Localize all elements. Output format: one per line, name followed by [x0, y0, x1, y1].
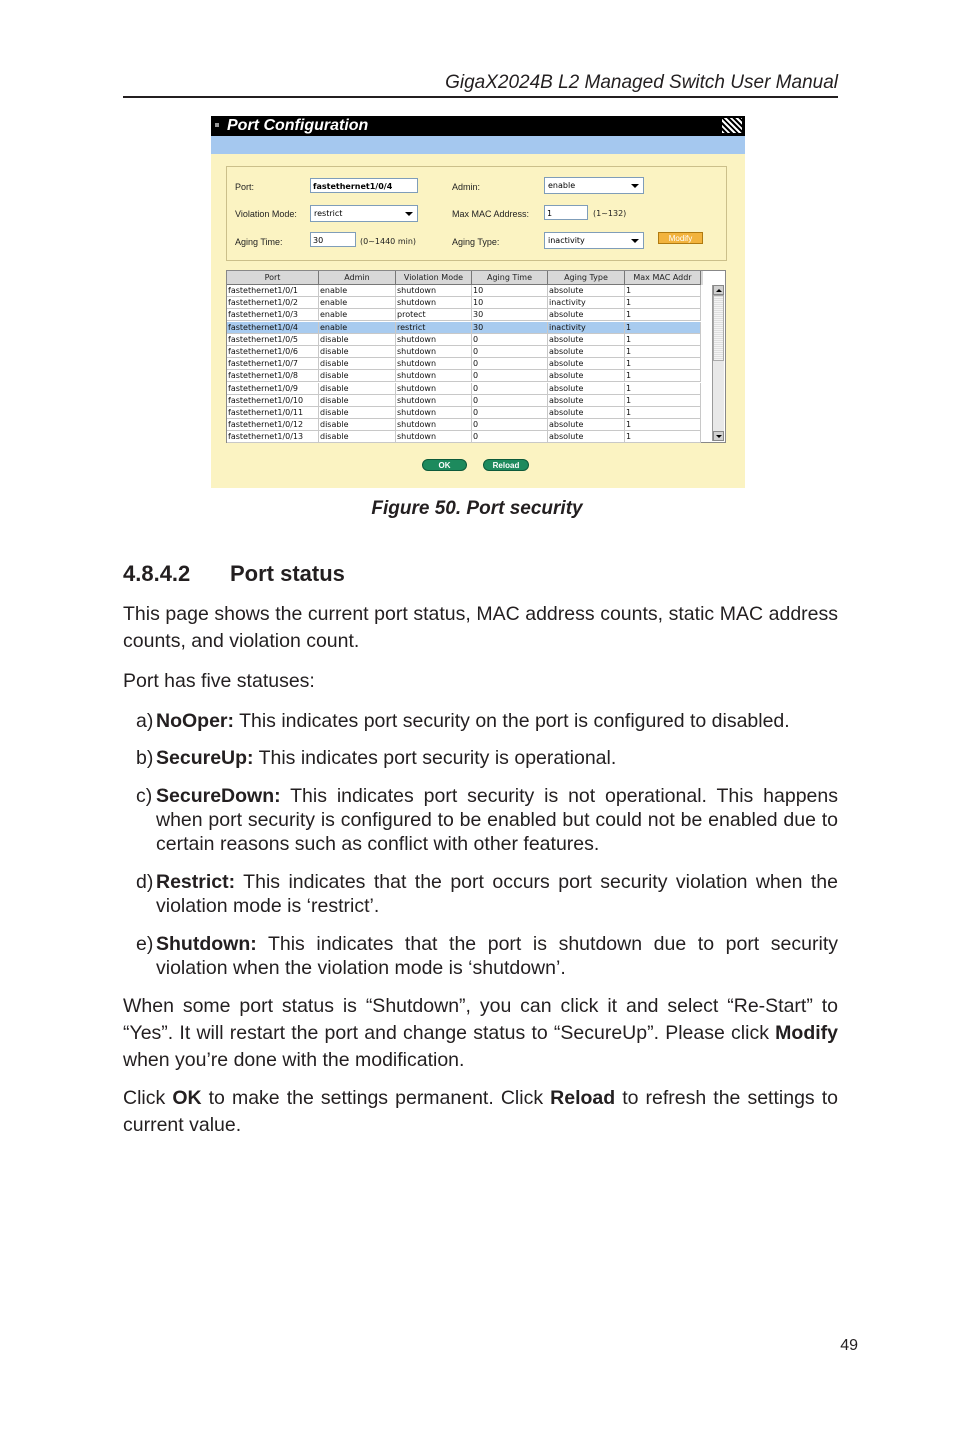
aging-type-select-value: inactivity — [548, 236, 585, 245]
table-cell: 1 — [625, 285, 701, 297]
port-table — [226, 270, 726, 443]
running-header — [123, 70, 838, 98]
reload-button[interactable]: Reload — [483, 459, 529, 471]
table-cell: fastethernet1/0/2 — [227, 297, 319, 309]
table-cell: fastethernet1/0/7 — [227, 358, 319, 370]
table-cell: shutdown — [396, 419, 472, 431]
ok-button[interactable]: OK — [422, 459, 467, 471]
table-cell: shutdown — [396, 346, 472, 358]
max-mac-field[interactable]: 1 — [544, 205, 588, 220]
table-row[interactable] — [227, 407, 701, 419]
table-cell: fastethernet1/0/3 — [227, 309, 319, 321]
column-header[interactable]: Aging Time — [472, 271, 548, 285]
table-cell: 30 — [472, 322, 548, 334]
ok-reload-paragraph — [123, 1085, 838, 1139]
status-term: SecureUp: — [156, 747, 254, 769]
paragraph-text: Click — [123, 1087, 173, 1109]
brand-logo-icon — [722, 118, 742, 133]
table-cell: 1 — [625, 309, 701, 321]
table-cell: 1 — [625, 358, 701, 370]
table-cell: protect — [396, 309, 472, 321]
aging-type-label: Aging Type: — [452, 237, 500, 247]
table-row[interactable] — [227, 346, 701, 358]
status-item — [123, 784, 838, 856]
table-cell: shutdown — [396, 297, 472, 309]
table-cell: enable — [319, 322, 396, 334]
port-label: Port: — [235, 182, 255, 192]
table-cell: disable — [319, 346, 396, 358]
table-cell: absolute — [548, 419, 625, 431]
status-term: Shutdown: — [156, 933, 257, 955]
status-term: NoOper: — [156, 710, 234, 732]
table-row[interactable] — [227, 285, 701, 297]
table-cell: restrict — [396, 322, 472, 334]
max-mac-label: Max MAC Address: — [452, 209, 530, 219]
table-cell: 0 — [472, 383, 548, 395]
scroll-thumb[interactable] — [713, 295, 724, 361]
table-scrollbar[interactable] — [712, 285, 724, 441]
table-cell: disable — [319, 370, 396, 382]
column-header[interactable]: Aging Type — [548, 271, 625, 285]
figure-caption: Figure 50. Port security — [371, 498, 583, 519]
table-cell: inactivity — [548, 322, 625, 334]
status-item — [123, 709, 838, 733]
column-header[interactable]: Port — [227, 271, 319, 285]
table-cell: 1 — [625, 322, 701, 334]
table-cell: 1 — [625, 407, 701, 419]
table-cell: fastethernet1/0/12 — [227, 419, 319, 431]
status-term: SecureDown: — [156, 785, 281, 807]
paragraph-text: when you’re done with the modification. — [123, 1049, 465, 1071]
list-marker: e) — [136, 933, 154, 955]
list-marker: a) — [136, 710, 154, 732]
list-marker: d) — [136, 871, 154, 893]
table-cell: fastethernet1/0/1 — [227, 285, 319, 297]
admin-select[interactable] — [544, 177, 644, 194]
manual-title: GigaX2024B L2 Managed Switch User Manual — [445, 72, 838, 93]
table-cell: disable — [319, 383, 396, 395]
table-cell: fastethernet1/0/13 — [227, 431, 319, 443]
table-cell: absolute — [548, 334, 625, 346]
statuses-intro: Port has five statuses: — [123, 670, 315, 692]
aging-time-hint: (0~1440 min) — [360, 237, 417, 246]
scroll-up-icon[interactable] — [713, 285, 724, 295]
table-cell: 1 — [625, 370, 701, 382]
modify-term: Modify — [775, 1022, 838, 1044]
table-cell: inactivity — [548, 297, 625, 309]
table-cell: shutdown — [396, 431, 472, 443]
table-cell: 1 — [625, 383, 701, 395]
table-cell: enable — [319, 309, 396, 321]
table-cell: 0 — [472, 431, 548, 443]
aging-type-select[interactable] — [544, 232, 644, 249]
paragraph-text: to make the settings permanent. Click — [201, 1087, 551, 1109]
table-row[interactable] — [227, 383, 701, 395]
paragraph-text: to refresh the settings to current value. — [123, 1087, 838, 1136]
table-cell: absolute — [548, 346, 625, 358]
table-cell: absolute — [548, 285, 625, 297]
table-cell: enable — [319, 285, 396, 297]
max-mac-hint: (1~132) — [593, 209, 627, 218]
table-cell: enable — [319, 297, 396, 309]
table-row[interactable] — [227, 431, 701, 443]
table-cell: disable — [319, 431, 396, 443]
status-text: This indicates that the port occurs port security violation when the violation mode is ‘restrict’. — [156, 871, 838, 917]
table-cell: absolute — [548, 309, 625, 321]
window-title: Port Configuration — [227, 117, 369, 134]
section-heading — [123, 561, 345, 587]
table-cell: 0 — [472, 346, 548, 358]
table-cell: shutdown — [396, 358, 472, 370]
reload-term: Reload — [550, 1087, 616, 1109]
table-cell: 1 — [625, 395, 701, 407]
table-cell: disable — [319, 358, 396, 370]
table-cell: shutdown — [396, 285, 472, 297]
scroll-down-icon[interactable] — [713, 431, 724, 441]
column-header[interactable]: Max MAC Addr — [625, 271, 701, 285]
intro-paragraph: This page shows the current port status, MAC address counts, static MAC address counts, and violation count. — [123, 603, 838, 652]
table-cell: 10 — [472, 285, 548, 297]
table-cell: fastethernet1/0/10 — [227, 395, 319, 407]
table-cell: disable — [319, 419, 396, 431]
table-row[interactable] — [227, 334, 701, 346]
paragraph-text: When some port status is “Shutdown”, you can click it and select “Re-Start” to “Yes”. It will restart the port and change status to “SecureUp”. Please click — [123, 995, 838, 1044]
table-cell: shutdown — [396, 370, 472, 382]
status-text: This indicates port security on the port is configured to disabled. — [234, 710, 790, 732]
restart-paragraph — [123, 993, 838, 1074]
table-cell: 0 — [472, 407, 548, 419]
table-cell: shutdown — [396, 334, 472, 346]
table-cell: absolute — [548, 407, 625, 419]
table-cell: shutdown — [396, 407, 472, 419]
status-item — [123, 746, 838, 770]
violation-mode-select-value: restrict — [314, 209, 343, 218]
table-row[interactable] — [227, 358, 701, 370]
table-cell: 0 — [472, 334, 548, 346]
table-cell: 1 — [625, 431, 701, 443]
status-item — [123, 932, 838, 980]
table-row[interactable] — [227, 309, 701, 321]
table-header — [227, 271, 703, 285]
table-cell: 30 — [472, 309, 548, 321]
table-row[interactable] — [227, 322, 701, 334]
table-cell: absolute — [548, 431, 625, 443]
section-number: 4.8.4.2 — [123, 561, 191, 586]
table-cell: shutdown — [396, 395, 472, 407]
table-cell: 0 — [472, 395, 548, 407]
table-cell: fastethernet1/0/8 — [227, 370, 319, 382]
chevron-down-icon — [631, 239, 639, 243]
aging-time-label: Aging Time: — [235, 237, 283, 247]
table-row[interactable] — [227, 370, 701, 382]
table-cell: disable — [319, 395, 396, 407]
list-marker: b) — [136, 747, 154, 769]
table-cell: 0 — [472, 370, 548, 382]
table-cell: 1 — [625, 346, 701, 358]
table-cell: fastethernet1/0/6 — [227, 346, 319, 358]
table-cell: fastethernet1/0/5 — [227, 334, 319, 346]
table-cell: fastethernet1/0/9 — [227, 383, 319, 395]
ok-term: OK — [172, 1087, 202, 1109]
list-marker: c) — [136, 785, 153, 807]
table-row[interactable] — [227, 395, 701, 407]
table-row[interactable] — [227, 419, 701, 431]
table-cell: 1 — [625, 334, 701, 346]
chevron-down-icon — [405, 212, 413, 216]
status-term: Restrict: — [156, 871, 236, 893]
column-header[interactable]: Admin — [319, 271, 396, 285]
port-form — [226, 166, 727, 261]
table-cell: 10 — [472, 297, 548, 309]
status-text: This indicates port security is operational. — [253, 747, 617, 769]
chevron-down-icon — [631, 184, 639, 188]
violation-mode-label: Violation Mode: — [235, 209, 297, 219]
column-header[interactable]: Violation Mode — [396, 271, 472, 285]
status-text: This indicates that the port is shutdown due to port security violation when the violation mode is ‘shutdown’. — [156, 933, 838, 979]
port-field[interactable]: fastethernet1/0/4 — [310, 178, 418, 193]
modify-button[interactable]: Modify — [658, 232, 703, 244]
window-menu-icon — [215, 123, 219, 127]
table-cell: absolute — [548, 383, 625, 395]
table-cell: absolute — [548, 358, 625, 370]
window-titlebar — [211, 116, 745, 136]
table-cell: fastethernet1/0/11 — [227, 407, 319, 419]
port-configuration-screenshot — [211, 116, 745, 488]
table-cell: absolute — [548, 395, 625, 407]
table-cell: 0 — [472, 419, 548, 431]
table-cell: 1 — [625, 297, 701, 309]
admin-select-value: enable — [548, 181, 576, 190]
table-cell: disable — [319, 334, 396, 346]
table-cell: shutdown — [396, 383, 472, 395]
table-row[interactable] — [227, 297, 701, 309]
table-cell: fastethernet1/0/4 — [227, 322, 319, 334]
table-cell: 1 — [625, 419, 701, 431]
aging-time-field[interactable]: 30 — [310, 232, 356, 247]
status-text: This indicates port security is not operational. This happens when port security is configured to be enabled but could not be enabled due to certain reasons such as conflict with other features. — [156, 785, 838, 855]
status-item — [123, 870, 838, 918]
table-cell: 0 — [472, 358, 548, 370]
admin-label: Admin: — [452, 182, 481, 192]
table-cell: absolute — [548, 370, 625, 382]
toolbar-strip — [211, 136, 745, 154]
violation-mode-select[interactable] — [310, 205, 418, 222]
table-cell: disable — [319, 407, 396, 419]
section-title: Port status — [230, 561, 345, 586]
page-number: 49 — [840, 1337, 858, 1354]
